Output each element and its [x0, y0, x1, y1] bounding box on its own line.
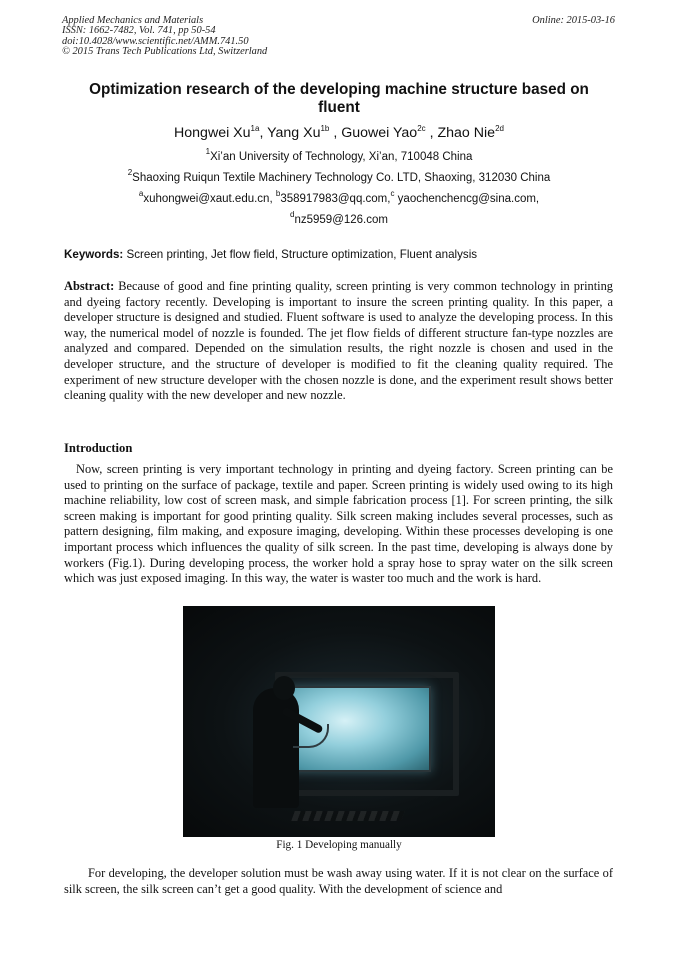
- section-heading-introduction: Introduction: [64, 441, 133, 455]
- abstract-text: Because of good and fine printing quality, screen printing is very common technology in printing and dyeing factory recently. Developing is important to insure the screen printing quality. In this paper, a developer structure is designed and studied. Fluent software is used to analyze the developing process. In this way, the numerical model of nozzle is founded. The jet flow fields of different structure fan-type nozzles are analyzed and compared. Depended on the simulation results, the right nozzle is chosen and used in the developer structure, and the structure of developer is modified to fit the cleaning quality required. The experiment of new structure developer with the chosen nozzle is done, and the experiment result shows better cleaning quality with the new developer and new nozzle.: [64, 279, 613, 403]
- author-name: Hongwei Xu: [174, 125, 251, 141]
- abstract-label: Abstract:: [64, 279, 115, 293]
- affiliation-2: $^2$Shaoxing Ruiqun Textile Machinery Technology Co. LTD, Shaoxing, 312030 China: [127, 168, 551, 184]
- paper-title: [60, 81, 618, 117]
- journal-name: Applied Mechanics and Materials: [62, 15, 204, 26]
- abstract: [64, 279, 613, 404]
- floor-grate: [291, 811, 405, 821]
- email-link[interactable]: yaochenchencg@sina.com,: [397, 193, 540, 205]
- title-line-2: fluent: [318, 99, 360, 116]
- author-name: Zhao Nie: [437, 125, 496, 141]
- author-sup: 1a: [250, 124, 260, 133]
- keywords-text: Screen printing, Jet flow field, Structure optimization, Fluent analysis: [126, 248, 478, 261]
- author-name: Yang Xu: [267, 125, 321, 141]
- copyright-line: © 2015 Trans Tech Publications Ltd, Switzerland: [62, 46, 268, 58]
- keywords: [64, 248, 624, 262]
- title-line-1: Optimization research of the developing machine structure based on: [89, 81, 589, 98]
- author-list: Hongwei $Xu^{1a}$, Yang $Xu^{1b}$ , Guowei Yao$^{2c}$ , Zhao Nie$^{2d}$: [174, 124, 504, 141]
- email-line-2: $^d$nz5959@126.com: [290, 210, 388, 226]
- email-line-1: $^a$xuhongwei@xaut.edu.cn, $^b$358917983@qq.com,$^c$ yaochenchencg@sina.com,: [138, 189, 540, 205]
- worker-silhouette: [253, 688, 299, 808]
- author-sup: 2c: [417, 124, 426, 133]
- author-sup: 1b: [320, 124, 330, 133]
- intro-paragraph-2: For developing, the developer solution must be wash away using water. If it is not clear on the surface of silk screen, the silk screen can’t get a good quality. With the development of science and: [64, 866, 613, 896]
- worker-head: [273, 676, 295, 700]
- email-link[interactable]: 358917983@qq.com,: [280, 193, 391, 205]
- author-sup: 2d: [495, 124, 504, 133]
- email-link[interactable]: nz5959@126.com: [294, 214, 388, 226]
- issn-line: ISSN: 1662-7482, Vol. 741, pp 50-54: [62, 25, 216, 37]
- author-name: Guowei Yao: [341, 125, 418, 141]
- doi-line: doi:10.4028/www.scientific.net/AMM.741.50: [62, 35, 249, 47]
- intro-paragraph-1: Now, screen printing is very important technology in printing and dyeing factory. Screen printing can be used to printing on the surface of package, textile and paper. Screen printing is widely used owing to its high machine reliability, low cost of screen mask, and simple fabrication process [1]. For screen printing, the silk screen making is important for good printing quality. Silk screen making includes several processes, such as pattern designing, film making, and exposure imaging, developing. Within these processes developing is one important process which influences the quality of silk screen. In the past time, developing is always done by workers (Fig.1). During developing process, the worker hold a spray hose to spray water on the silk screen which was just exposed imaging. In this way, the water is waster too much and the work is hard.: [64, 462, 613, 586]
- email-link[interactable]: xuhongwei@xaut.edu.cn,: [143, 193, 273, 205]
- keywords-label: Keywords:: [64, 248, 124, 261]
- journal-header: [62, 16, 267, 58]
- figure-1-caption: Fig. 1 Developing manually: [276, 839, 402, 851]
- online-date: Online: 2015-03-16: [532, 15, 615, 26]
- figure-1-photo: [183, 606, 495, 837]
- affiliation-1: $^1$Xi’an University of Technology, Xi’an, 710048 China: [205, 147, 473, 163]
